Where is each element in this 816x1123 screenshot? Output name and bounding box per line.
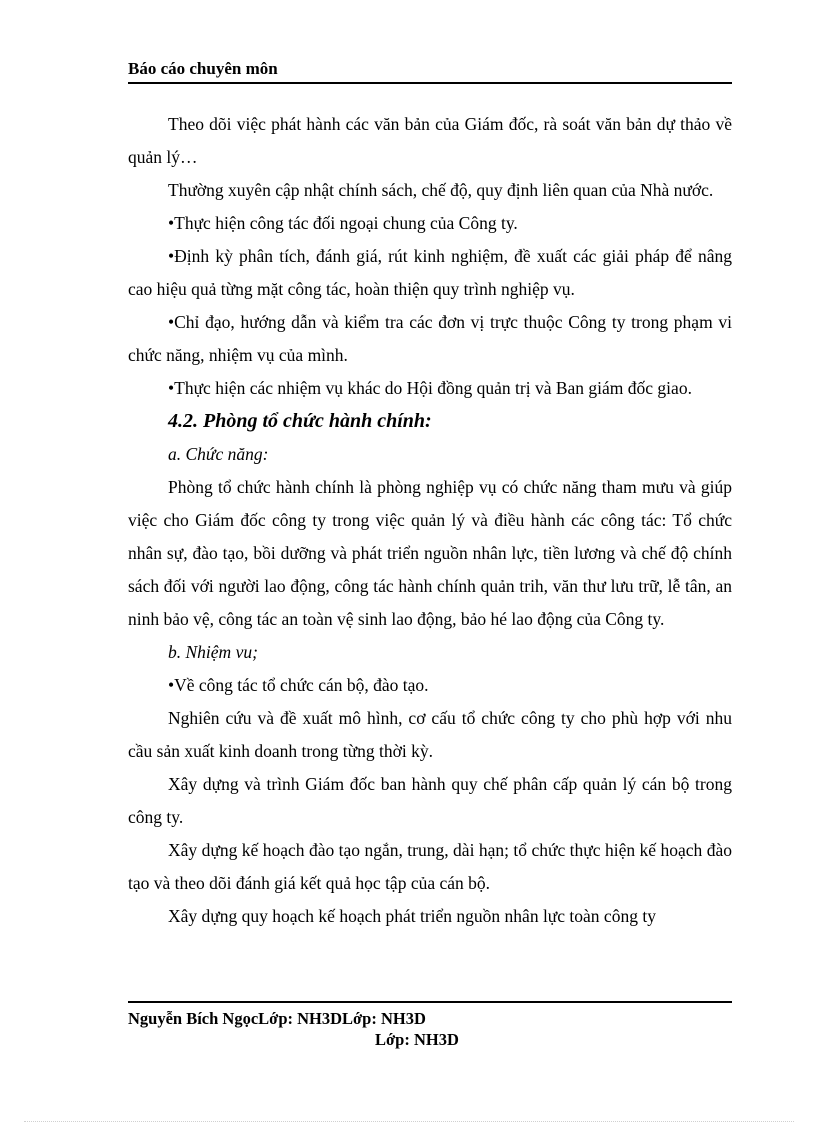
subheading-a: a. Chức năng: [168, 444, 269, 464]
page-edge-divider [24, 1121, 794, 1122]
paragraph-6: •Thực hiện các nhiệm vụ khác do Hội đồng quản trị và Ban giám đốc giao. [168, 378, 692, 398]
paragraph-2: Thường xuyên cập nhật chính sách, chế độ, quy định liên quan của Nhà nước. [168, 180, 714, 200]
paragraph-1: Theo dõi việc phát hành các văn bản của Giám đốc, rà soát văn bản dự thảo về quản lý… [128, 114, 732, 167]
paragraph-7: Phòng tổ chức hành chính là phòng nghiệp vụ có chức năng tham mưu và giúp việc cho Giám đốc công ty trong việc quản lý và điều hành các công tác: Tổ chức nhân sự, đào tạo, bồi dưỡng và phát triển nguồn nhân lực, tiền lương và chế độ chính sách đối với người lao động, công tác hành chính quản trih, văn thư lưu trữ, lễ tân, an ninh bảo vệ, công tác an toàn vệ sinh lao động, bảo hé lao động của Công ty. [128, 477, 732, 629]
paragraph-3: •Thực hiện công tác đối ngoại chung của Công ty. [168, 213, 518, 233]
section-heading: 4.2. Phòng tổ chức hành chính: [168, 410, 432, 432]
page-header [128, 58, 732, 84]
footer-divider [128, 1001, 732, 1003]
paragraph-8: •Về công tác tổ chức cán bộ, đào tạo. [168, 675, 429, 695]
footer-author: Nguyễn Bích NgọcLớp: NH3DLớp: NH3D [128, 1009, 426, 1028]
footer-class: Lớp: NH3D [375, 1030, 459, 1049]
header-title: Báo cáo chuyên môn [128, 59, 278, 78]
document-body [128, 108, 732, 933]
paragraph-5: •Chỉ đạo, hướng dẫn và kiểm tra các đơn vị trực thuộc Công ty trong phạm vi chức năng, nhiệm vụ của mình. [128, 312, 732, 365]
paragraph-10: Xây dựng và trình Giám đốc ban hành quy chế phân cấp quản lý cán bộ trong công ty. [128, 774, 732, 827]
paragraph-9: Nghiên cứu và đề xuất mô hình, cơ cấu tổ chức công ty cho phù hợp với nhu cầu sản xuất kinh doanh trong từng thời kỳ. [128, 708, 732, 761]
paragraph-12: Xây dựng quy hoạch kế hoạch phát triển nguồn nhân lực toàn công ty [168, 906, 656, 926]
paragraph-11: Xây dựng kế hoạch đào tạo ngắn, trung, dài hạn; tổ chức thực hiện kế hoạch đào tạo và theo dõi đánh giá kết quả học tập của cán bộ. [128, 840, 732, 893]
paragraph-4: •Định kỳ phân tích, đánh giá, rút kinh nghiệm, đề xuất các giải pháp để nâng cao hiệu quả từng mặt công tác, hoàn thiện quy trình nghiệp vụ. [128, 246, 732, 299]
subheading-b: b. Nhiệm vu; [168, 642, 258, 662]
